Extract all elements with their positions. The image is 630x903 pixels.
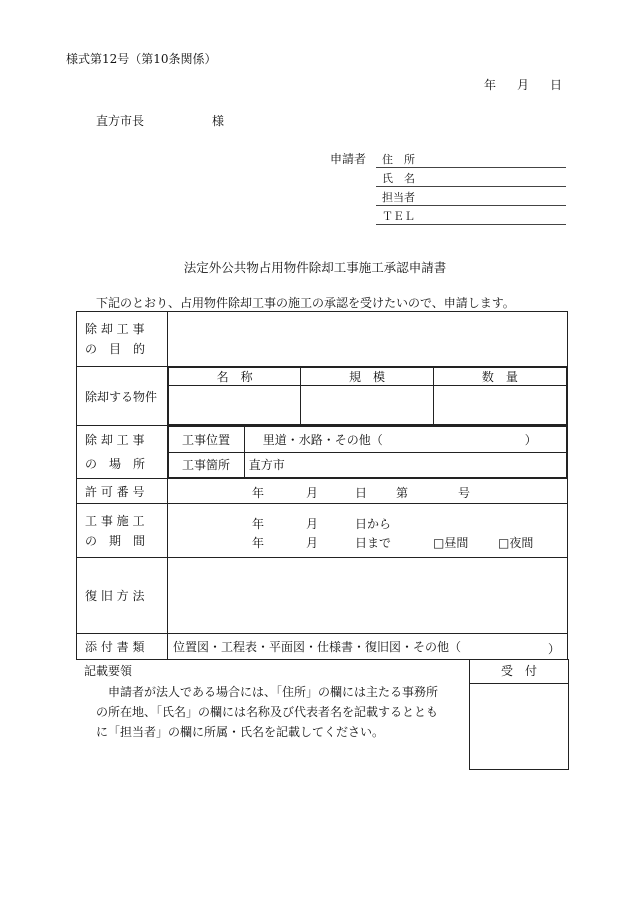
attach-label: 添 付 書 類 — [77, 634, 168, 660]
place-label-1: 除 却 工 事 — [85, 433, 145, 447]
item-qty-input[interactable] — [433, 386, 566, 425]
applicant-tel-field[interactable] — [376, 205, 566, 225]
place-label-2: の 場 所 — [85, 457, 146, 471]
position-label: 工事位置 — [169, 427, 245, 453]
date-day: 日 — [550, 78, 563, 92]
applicant-tel-label: ＴＥＬ — [382, 210, 415, 223]
period-input[interactable] — [168, 504, 568, 558]
position-value: 里道・水路・その他（ — [262, 432, 383, 447]
applicant-address-field[interactable] — [376, 148, 566, 168]
restore-label: 復 旧 方 法 — [77, 558, 168, 634]
permit-year: 年 — [252, 486, 265, 500]
period-label — [77, 504, 168, 558]
addressee-suffix: 様 — [212, 114, 225, 128]
permit-month: 月 — [306, 486, 319, 500]
applicant-address-label: 住 所 — [382, 153, 415, 166]
application-table — [76, 311, 568, 660]
permit-day: 日 — [355, 486, 368, 500]
intro-text: 下記のとおり、占用物件除却工事の施工の承認を受けたいので、申請します。 — [96, 296, 515, 310]
applicant-contact-field[interactable] — [376, 186, 566, 206]
restore-row — [77, 558, 568, 634]
notes-heading: 記載要領 — [84, 664, 133, 678]
attach-value: 位置図・工程表・平面図・仕様書・復旧図・その他（ — [173, 640, 462, 654]
col-scale-header: 規 模 — [301, 368, 433, 386]
date-year: 年 — [484, 78, 497, 92]
period-from-month: 月 — [306, 517, 319, 531]
permit-row — [77, 479, 568, 504]
attach-row — [77, 634, 568, 660]
period-to-year: 年 — [252, 536, 265, 550]
purpose-label — [77, 312, 168, 367]
receipt-box — [469, 659, 569, 770]
notes-line-3: に「担当者」の欄に所属・氏名を記載してください。 — [96, 725, 385, 739]
item-scale-input[interactable] — [301, 386, 433, 425]
purpose-label-1: 除 却 工 事 — [85, 322, 145, 336]
period-to-day: 日まで — [355, 536, 392, 550]
document-title: 法定外公共物占用物件除却工事施工承認申請書 — [183, 260, 447, 275]
form-number: 様式第12号（第10条関係） — [66, 52, 217, 66]
applicant-label: 申請者 — [330, 152, 367, 166]
receipt-label: 受 付 — [470, 659, 568, 684]
place-label — [77, 426, 168, 479]
attach-input[interactable] — [168, 634, 568, 660]
col-name-header: 名 称 — [169, 368, 301, 386]
col-qty-header: 数 量 — [433, 368, 566, 386]
attach-close: ） — [548, 642, 561, 656]
items-row — [77, 367, 568, 426]
site-value: 直方市 — [248, 458, 285, 473]
period-to-month: 月 — [306, 536, 319, 550]
items-cell — [168, 367, 568, 426]
position-input[interactable] — [244, 427, 566, 453]
period-row — [77, 504, 568, 558]
items-label: 除却する物件 — [77, 367, 168, 426]
permit-go: 号 — [458, 486, 471, 500]
permit-label: 許 可 番 号 — [77, 479, 168, 504]
applicant-name-label: 氏 名 — [382, 172, 415, 185]
site-label: 工事箇所 — [169, 452, 245, 478]
position-close: ） — [524, 433, 537, 447]
nighttime-checkbox[interactable]: □夜間 — [498, 536, 534, 550]
period-from-day: 日から — [355, 517, 392, 531]
period-label-1: 工 事 施 工 — [85, 513, 145, 528]
applicant-name-field[interactable] — [376, 167, 566, 187]
purpose-input[interactable] — [168, 312, 568, 367]
receipt-stamp-area[interactable] — [470, 684, 568, 769]
permit-no: 第 — [396, 486, 409, 500]
place-cell — [168, 426, 568, 479]
permit-input[interactable] — [168, 479, 568, 504]
notes-line-1: 申請者が法人である場合には、「住所」の欄には主たる事務所 — [108, 685, 439, 699]
restore-input[interactable] — [168, 558, 568, 634]
purpose-row — [77, 312, 568, 367]
place-row — [77, 426, 568, 479]
applicant-contact-label: 担当者 — [382, 191, 415, 204]
addressee: 直方市長 — [96, 114, 145, 128]
date-month: 月 — [517, 78, 530, 92]
purpose-label-2: の 目 的 — [85, 342, 146, 356]
notes-line-2: の所在地、「氏名」の欄には名称及び代表者名を記載するととも — [96, 705, 439, 719]
period-label-2: の 期 間 — [85, 533, 146, 548]
period-from-year: 年 — [252, 517, 265, 531]
item-name-input[interactable] — [169, 386, 301, 425]
site-input[interactable] — [244, 452, 566, 478]
daytime-checkbox[interactable]: □昼間 — [433, 536, 469, 550]
